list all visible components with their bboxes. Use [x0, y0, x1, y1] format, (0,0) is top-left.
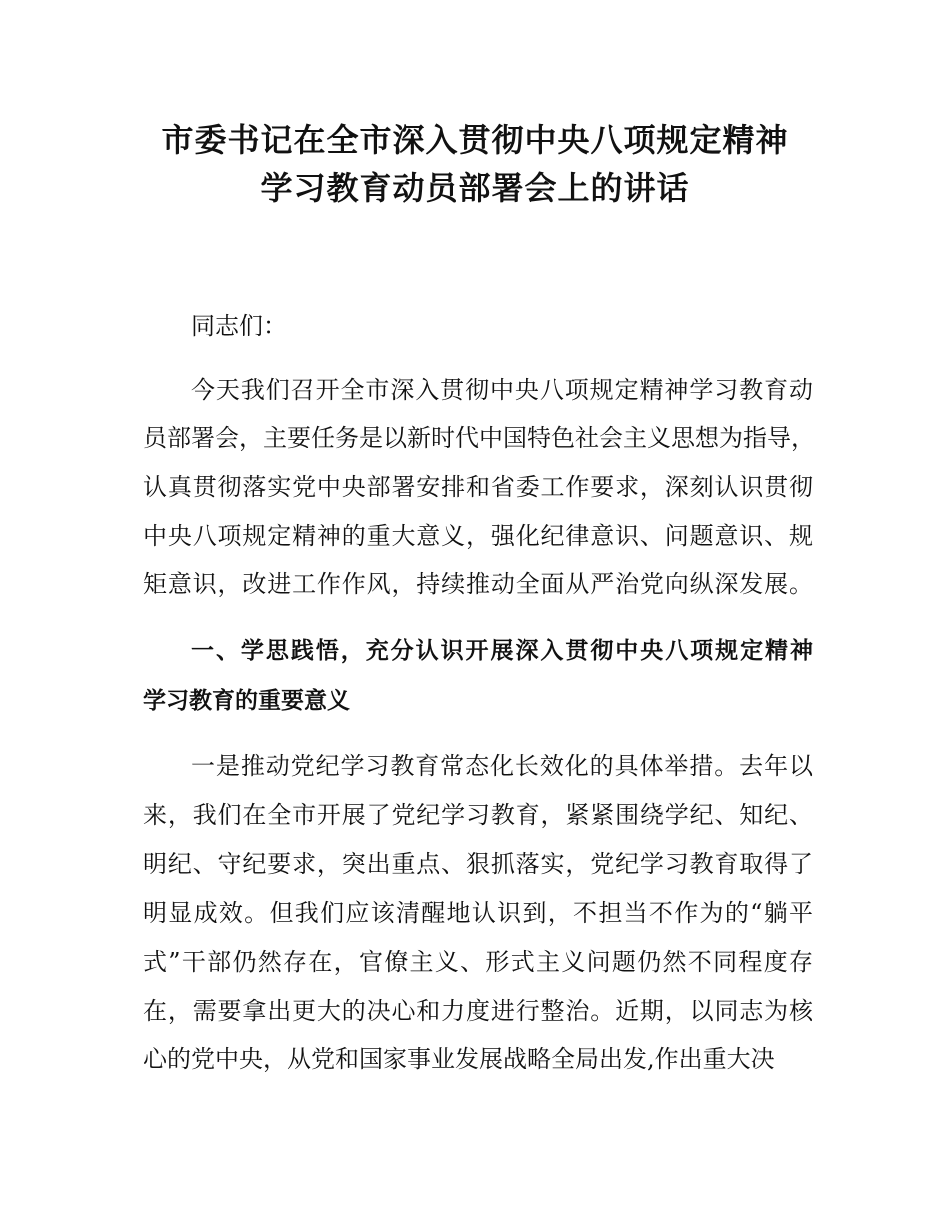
paragraph-2-line-5: 式”干部仍然存在，官僚主义、形式主义问题仍然不同程度存 — [143, 948, 813, 976]
document-title-line-1: 市委书记在全市深入贯彻中央八项规定精神 — [161, 121, 789, 159]
salutation: 同志们： — [191, 312, 287, 340]
paragraph-2-line-2: 来，我们在全市开展了党纪学习教育，紧紧围绕学纪、知纪、 — [143, 801, 813, 829]
paragraph-2-line-7: 心的党中央，从党和国家事业发展战略全局出发,作出重大决 — [143, 1045, 775, 1073]
paragraph-1-line-2: 员部署会，主要任务是以新时代中国特色社会主义思想为指导， — [143, 424, 815, 452]
document-title-line-2: 学习教育动员部署会上的讲话 — [260, 169, 690, 207]
paragraph-1-line-1: 今天我们召开全市深入贯彻中央八项规定精神学习教育动 — [191, 376, 813, 404]
paragraph-2-line-4: 明显成效。但我们应该清醒地认识到，不担当不作为的“躺平 — [143, 899, 813, 927]
paragraph-1-line-4: 中央八项规定精神的重大意义，强化纪律意识、问题意识、规 — [143, 522, 813, 550]
paragraph-1-line-3: 认真贯彻落实党中央部署安排和省委工作要求，深刻认识贯彻 — [143, 473, 813, 501]
paragraph-2-line-6: 在，需要拿出更大的决心和力度进行整治。近期，以同志为核 — [143, 997, 813, 1025]
section-heading-1-line-2: 学习教育的重要意义 — [143, 688, 350, 714]
paragraph-2-line-3: 明纪、守纪要求，突出重点、狠抓落实，党纪学习教育取得了 — [143, 850, 813, 878]
paragraph-1-line-5: 矩意识，改进工作作风，持续推动全面从严治党向纵深发展。 — [143, 570, 813, 598]
section-heading-1-line-1: 一、学思践悟，充分认识开展深入贯彻中央八项规定精神 — [191, 638, 813, 664]
paragraph-2-line-1: 一是推动党纪学习教育常态化长效化的具体举措。去年以 — [191, 752, 813, 780]
